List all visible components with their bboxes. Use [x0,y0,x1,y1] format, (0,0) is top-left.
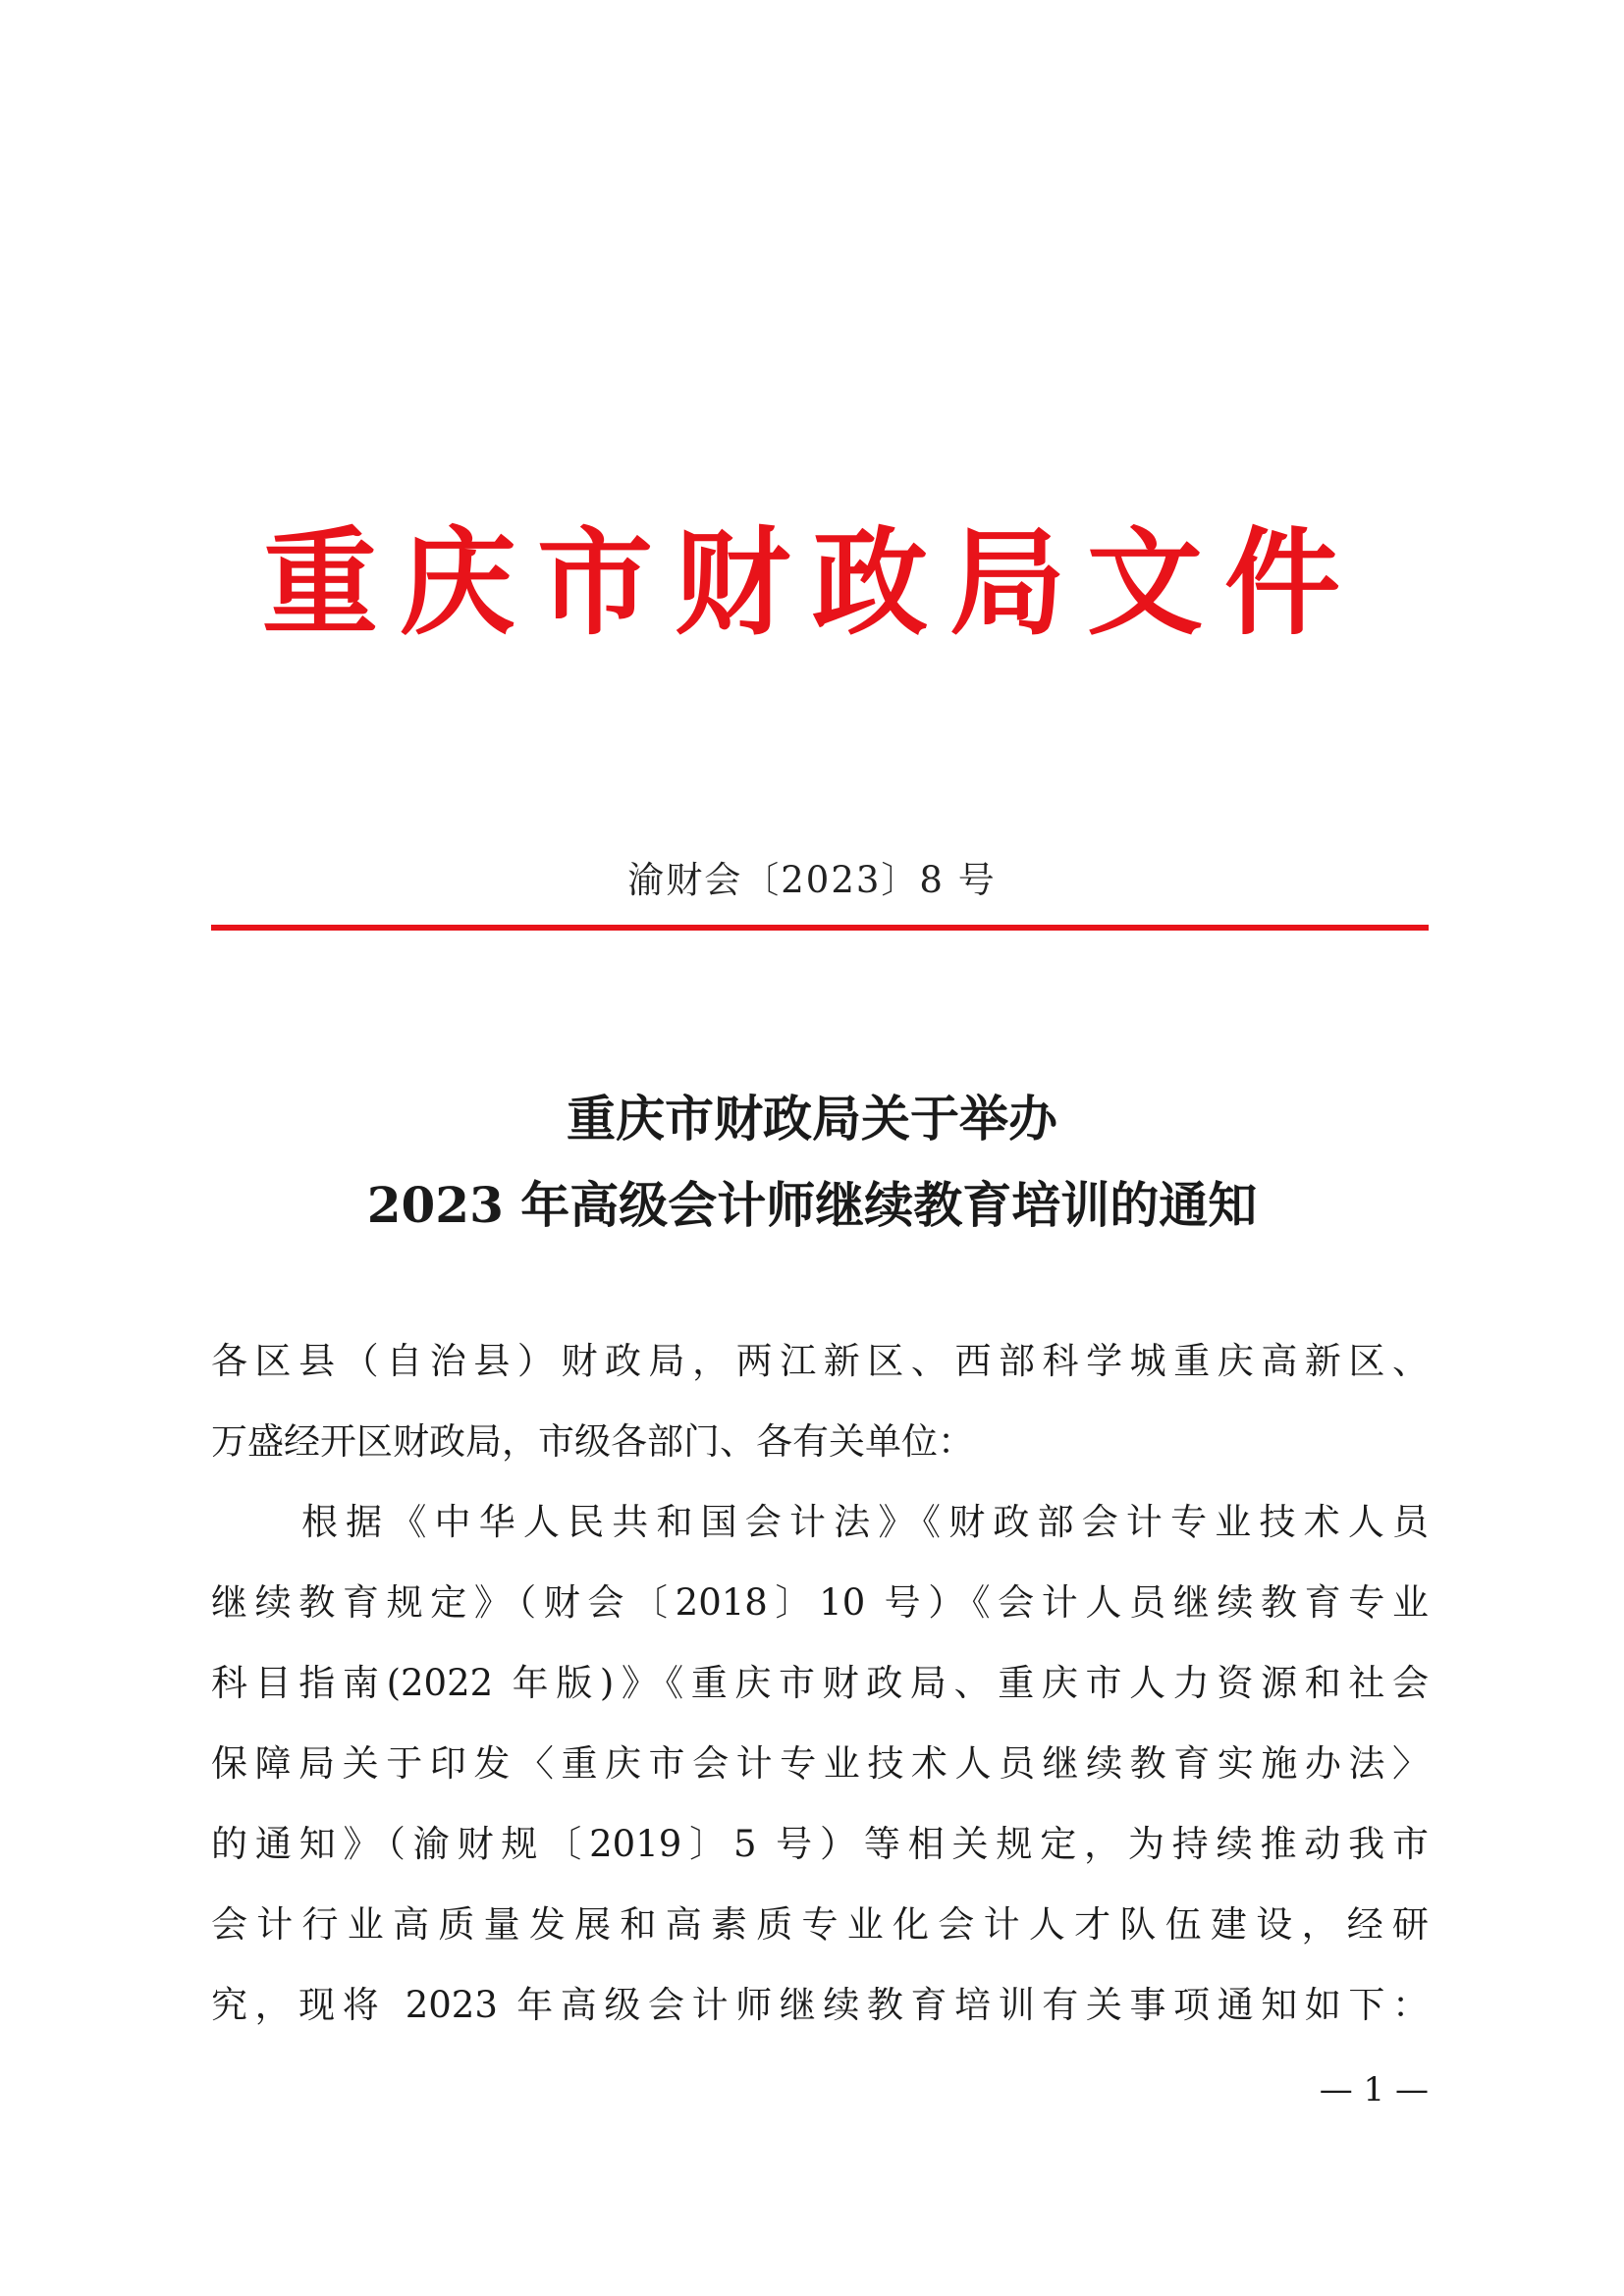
addressee-line-2: 万盛经开区财政局，市级各部门、各有关单位： [211,1420,974,1463]
paragraph-line: 科目指南(2022 年版)》《重庆市财政局、重庆市人力资源和社会 [211,1662,1429,1704]
paragraph-line: 根据《中华人民共和国会计法》《财政部会计专业技术人员 [301,1501,1429,1543]
red-divider-rule [211,925,1429,931]
addressee-line-1: 各区县（自治县）财政局，两江新区、西部科学城重庆高新区、 [211,1340,1429,1382]
page-number: — 1 — [1319,2070,1429,2109]
paragraph-line: 保障局关于印发〈重庆市会计专业技术人员继续教育实施办法〉 [211,1742,1429,1785]
document-number: 渝财会〔2023〕8 号 [627,859,997,901]
paragraph-line: 会计行业高质量发展和高素质专业化会计人才队伍建设，经研 [211,1903,1429,1946]
notice-title-line-2: 2023 年高级会计师继续教育培训的通知 [366,1176,1258,1234]
paragraph-line: 的通知》（渝财规〔2019〕5 号）等相关规定，为持续推动我市 [211,1823,1429,1865]
masthead: 重庆市财政局文件 [261,514,1362,651]
paragraph-line: 继续教育规定》（财会〔2018〕10 号）《会计人员继续教育专业 [211,1581,1429,1624]
notice-title-line-1: 重庆市财政局关于举办 [567,1090,1057,1148]
paragraph-line: 究，现将 2023 年高级会计师继续教育培训有关事项通知如下： [211,1984,1429,2026]
